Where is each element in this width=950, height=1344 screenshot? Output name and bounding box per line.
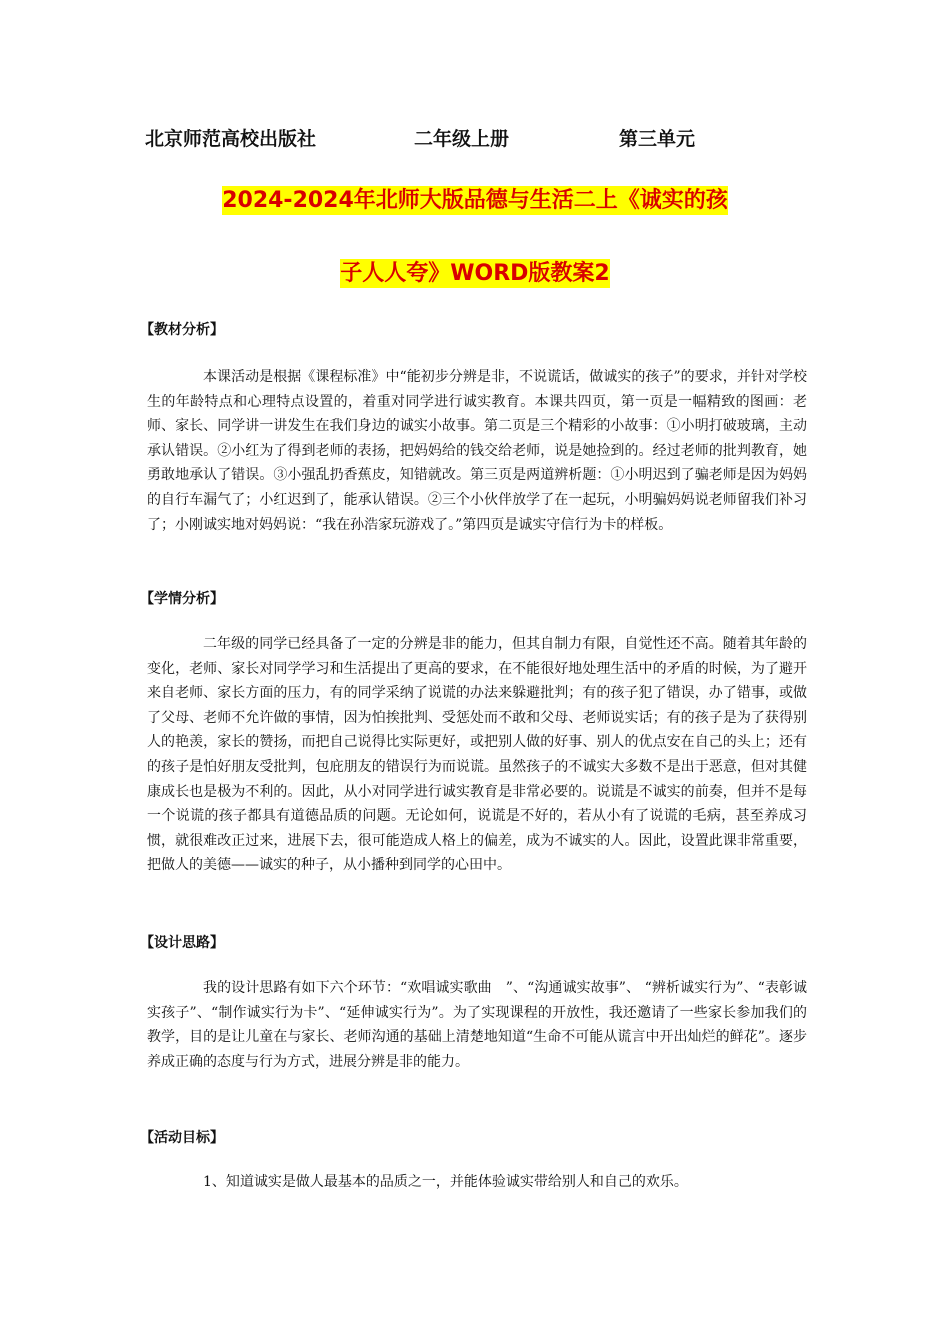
section-heading-design: 【设计思路】 xyxy=(140,935,224,951)
document-title-line-2 xyxy=(0,256,950,287)
title-text-2: 子人人夸》WORD版教案2 xyxy=(340,261,610,286)
unit-label: 第三单元 xyxy=(619,128,696,150)
title-text-1: 2024-2024年北师大版品德与生活二上《诚实的孩 xyxy=(222,188,728,213)
section-heading-students: 【学情分析】 xyxy=(140,591,224,607)
section-heading-textbook: 【教材分析】 xyxy=(140,322,224,338)
section-heading-goals: 【活动目标】 xyxy=(140,1130,224,1146)
grade-label: 二年级上册 xyxy=(414,128,510,150)
goal-item-1: 1、知道诚实是做人最基本的品质之一，并能体验诚实带给别人和自己的欢乐。 xyxy=(203,1174,688,1190)
publisher-label: 北京师范高校出版社 xyxy=(145,128,317,150)
section-body-design: 我的设计思路有如下六个环节：“欢唱诚实歌曲 ”、“沟通诚实故事”、 “辨析诚实行为”、“表彰诚实孩子”、“制作诚实行为卡”、“延伸诚实行为”。为了实现课程的开放性，我还邀请了一些家长参加我们的教学，目的是让儿童在与家长、老师沟通的基础上清楚地知道“生命不可能从谎言中开出灿烂的鲜花”。逐步养成正确的态度与行为方式，进展分辨是非的能力。 xyxy=(147,980,807,1070)
document-title-line-1 xyxy=(0,183,950,214)
section-body-students: 二年级的同学已经具备了一定的分辨是非的能力，但其自制力有限，自觉性还不高。随着其年龄的变化，老师、家长对同学学习和生活提出了更高的要求，在不能很好地处理生活中的矛盾的时候，为了避开来自老师、家长方面的压力，有的同学采纳了说谎的办法来躲避批判；有的孩子犯了错误，办了错事，或做了父母、老师不允许做的事情，因为怕挨批判、受惩处而不敢和父母、老师说实话；有的孩子是为了获得别人的艳羡，家长的赞扬，而把自己说得比实际更好，或把别人做的好事、别人的优点安在自己的头上；还有的孩子是怕好朋友受批判，包庇朋友的错误行为而说谎。虽然孩子的不诚实大多数不是出于恶意，但对其健康成长也是极为不利的。因此，从小对同学进行诚实教育是非常必要的。说谎是不诚实的前奏，但并不是每一个说谎的孩子都具有道德品质的问题。无论如何，说谎是不好的，若从小有了说谎的毛病，甚至养成习惯，就很难改正过来，进展下去，很可能造成人格上的偏差，成为不诚实的人。因此，设置此课非常重要，把做人的美德——诚实的种子，从小播种到同学的心田中。 xyxy=(147,636,807,874)
section-body-textbook: 本课活动是根据《课程标准》中“能初步分辨是非，不说谎话，做诚实的孩子”的要求，并针对学校生的年龄特点和心理特点设置的，着重对同学进行诚实教育。本课共四页，第一页是一幅精致的图画：老师、家长、同学讲一讲发生在我们身边的诚实小故事。第二页是三个精彩的小故事：①小明打破玻璃，主动承认错误。②小红为了得到老师的表扬，把妈妈给的钱交给老师，说是她捡到的。经过老师的批判教育，她勇敢地承认了错误。③小强乱扔香蕉皮，知错就改。第三页是两道辨析题：①小明迟到了骗老师是因为妈妈的自行车漏气了；小红迟到了，能承认错误。②三个小伙伴放学了在一起玩，小明骗妈妈说老师留我们补习了；小刚诚实地对妈妈说：“我在孙浩家玩游戏了。”第四页是诚实守信行为卡的样板。 xyxy=(147,369,807,533)
